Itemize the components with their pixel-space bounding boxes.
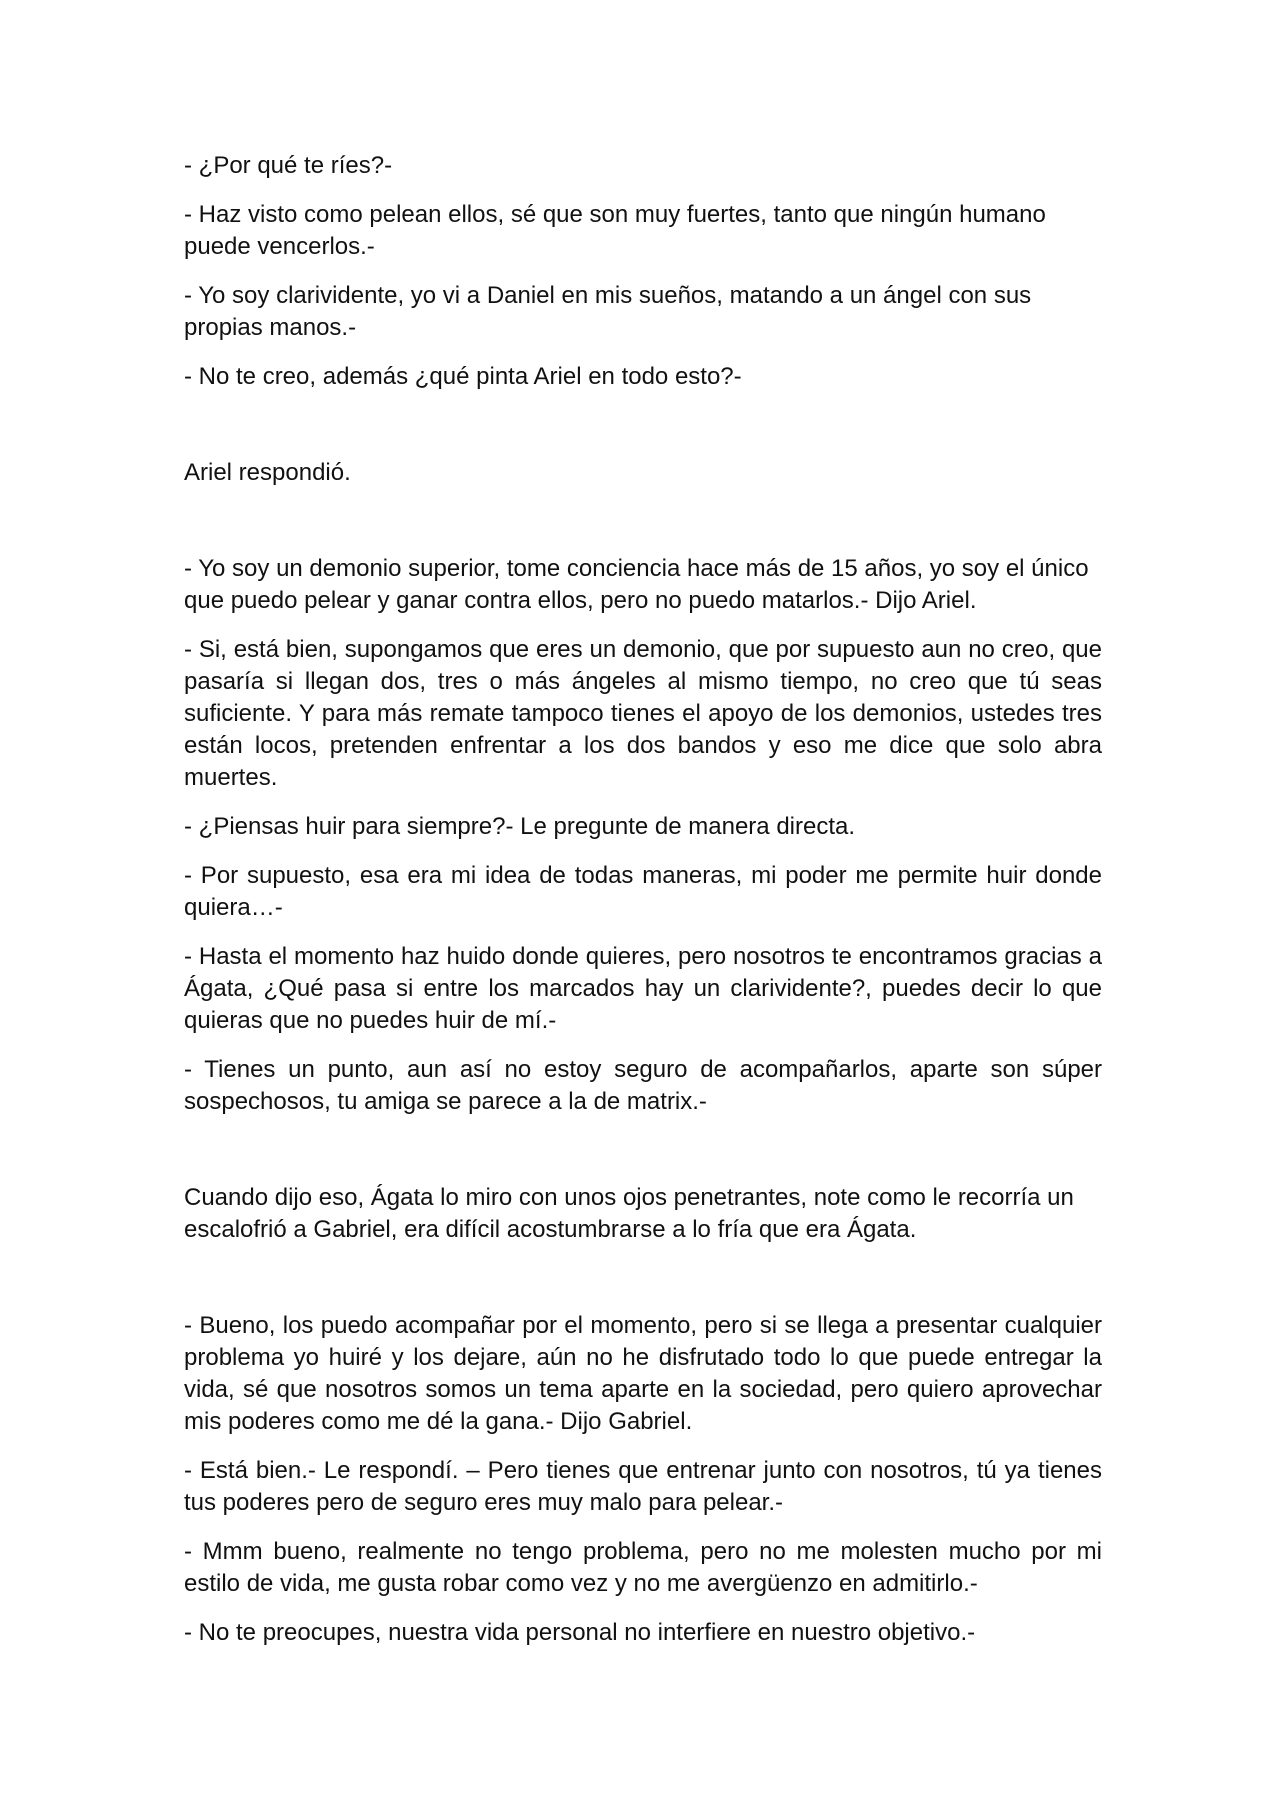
- paragraph-1: - ¿Por qué te ríes?-: [184, 152, 393, 179]
- paragraph-12-narration: Cuando dijo eso, Ágata lo miro con unos ojos penetrantes, note como le recorría un escalofrió a Gabriel, era difícil acostumbrarse a lo fría que era Ágata.: [184, 1184, 1074, 1243]
- paragraph-7: - Si, está bien, supongamos que eres un demonio, que por supuesto aun no creo, que pasaría si llegan dos, tres o más ángeles al mismo tiempo, no creo que tú seas suficiente. Y para más remate tampoco tienes el apoyo de los demonios, ustedes tres están locos, pretenden enfrentar a los dos bandos y eso me dice que solo abra muertes.: [184, 636, 1102, 791]
- paragraph-5-narration: Ariel respondió.: [184, 459, 351, 486]
- paragraph-8: - ¿Piensas huir para siempre?- Le pregunte de manera directa.: [184, 813, 856, 840]
- paragraph-10: - Hasta el momento haz huido donde quieres, pero nosotros te encontramos gracias a Ágata, ¿Qué pasa si entre los marcados hay un clarividente?, puedes decir lo que quieras que no puedes huir de mí.-: [184, 943, 1102, 1034]
- paragraph-9: - Por supuesto, esa era mi idea de todas maneras, mi poder me permite huir donde quiera…-: [184, 862, 1102, 921]
- paragraph-6: - Yo soy un demonio superior, tome conciencia hace más de 15 años, yo soy el único que puedo pelear y ganar contra ellos, pero no puedo matarlos.- Dijo Ariel.: [184, 555, 1089, 614]
- paragraph-16: - No te preocupes, nuestra vida personal no interfiere en nuestro objetivo.-: [184, 1619, 976, 1646]
- paragraph-15: - Mmm bueno, realmente no tengo problema, pero no me molesten mucho por mi estilo de vida, me gusta robar como vez y no me avergüenzo en admitirlo.-: [184, 1538, 1102, 1597]
- paragraph-14: - Está bien.- Le respondí. – Pero tienes que entrenar junto con nosotros, tú ya tienes tus poderes pero de seguro eres muy malo para pelear.-: [184, 1457, 1102, 1516]
- paragraph-4: - No te creo, además ¿qué pinta Ariel en todo esto?-: [184, 363, 742, 390]
- paragraph-11: - Tienes un punto, aun así no estoy seguro de acompañarlos, aparte son súper sospechosos, tu amiga se parece a la de matrix.-: [184, 1056, 1102, 1115]
- paragraph-13: - Bueno, los puedo acompañar por el momento, pero si se llega a presentar cualquier problema yo huiré y los dejare, aún no he disfrutado todo lo que puede entregar la vida, sé que nosotros somos un tema aparte en la sociedad, pero quiero aprovechar mis poderes como me dé la gana.- Dijo Gabriel.: [184, 1312, 1102, 1435]
- paragraph-3: - Yo soy clarividente, yo vi a Daniel en mis sueños, matando a un ángel con sus propias manos.-: [184, 282, 1032, 341]
- paragraph-2: - Haz visto como pelean ellos, sé que son muy fuertes, tanto que ningún humano puede vencerlos.-: [184, 201, 1046, 260]
